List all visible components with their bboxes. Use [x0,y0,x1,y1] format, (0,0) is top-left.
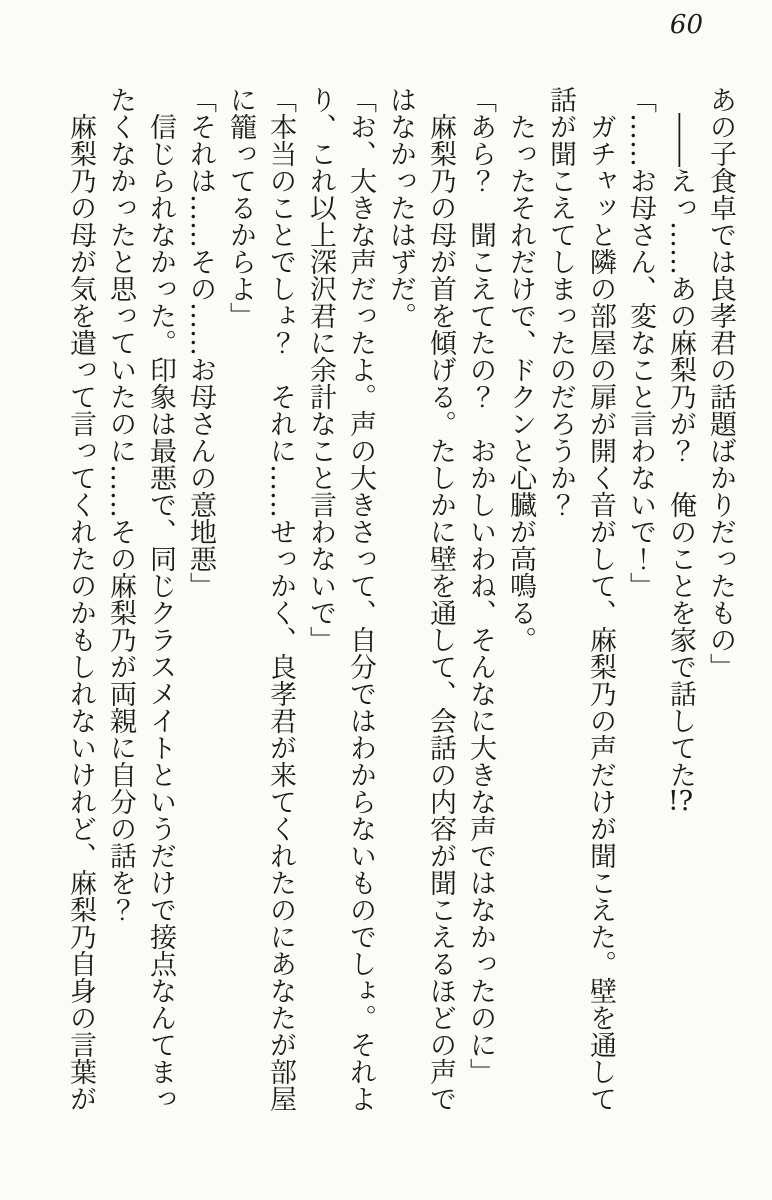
paragraph-dialogue: 「お、大きな声だったよ。声の大きさって、自分ではわからないものでしょ。それより、これ以上深沢君に余計なこと言わないで」 [305,86,376,1112]
paragraph-dialogue: 「……お母さん、変なこと言わないで！」 [625,86,656,599]
paragraph-narration: ガチャッと隣の部屋の扉が開く音がして、麻梨乃の声だけが聞こえた。壁を通して話が聞こえてしまったのだろうか？ [545,86,616,1112]
paragraph-narration [660,86,700,1136]
page-number: 60 [669,10,703,40]
paragraph-narration: たったそれだけで、ドクンと心臓が高鳴る。 [505,113,536,653]
paragraph-narration: 信じられなかった。印象は最悪で、同じクラスメイトというだけで接点なんてまったくなかったと思っていたのに……その麻梨乃が両親に自分の話を？ [105,86,176,1112]
paragraph-dialogue: 「あら？ 聞こえてたの？ おかしいわね、そんなに大きな声ではなかったのに」 [465,86,496,1085]
tatechuyoko-exclamation-question: !? [667,788,694,815]
paragraph-continuation: あの子食卓では良孝君の話題ばかりだったもの」 [705,86,736,680]
paragraph-text: ――えっ……あの麻梨乃が？ 俺のことを家で話してた [665,113,696,788]
page-text [60,86,740,1136]
paragraph-narration: 麻梨乃の母が気を遣って言ってくれたのかもしれないけれど、麻梨乃自身の言葉が [65,113,96,1112]
paragraph-dialogue: 「本当のことでしょ？ それに……せっかく、良孝君が来てくれたのにあなたが部屋に籠ってるからよ」 [225,86,296,1112]
paragraph-dialogue: 「それは……その……お母さんの意地悪」 [185,86,216,599]
paragraph-narration: 麻梨乃の母が首を傾げる。たしかに壁を通して、会話の内容が聞こえるほどの声ではなかったはずだ。 [385,86,456,1112]
